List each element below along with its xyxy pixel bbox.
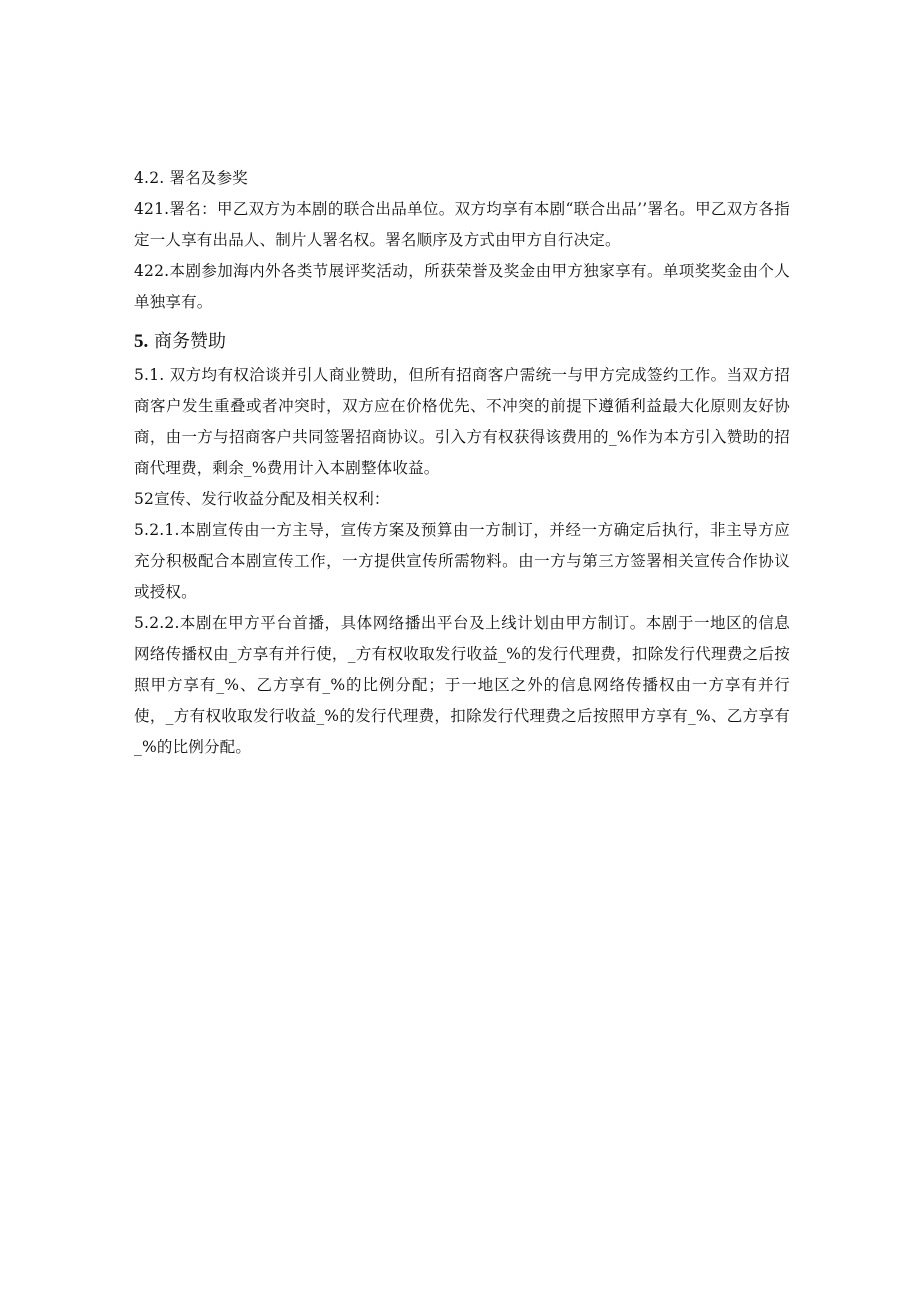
clause-4-2-1: 421.署名：甲乙双方为本剧的联合出品单位。双方均享有本剧“联合出品’’署名。甲乙双方各指定一人享有出品人、制片人署名权。署名顺序及方式由甲方自行决定。 xyxy=(134,200,790,249)
clause-5-2-2: 5.2.2.本剧在甲方平台首播，具体网络播出平台及上线计划由甲方制订。本剧于一地区的信息网络传播权由_方享有并行使，_方有权收取发行收益_%的发行代理费，扣除发行代理费之后按照甲方享有_%、乙方享有_%的比例分配；于一地区之外的信息网络传播权由一方享有并行使，_方有权收取发行收益_%的发行代理费，扣除发行代理费之后按照甲方享有_%、乙方享有_%的比例分配。 xyxy=(134,614,790,756)
document-body xyxy=(134,163,790,763)
section-title: 商务赞助 xyxy=(148,331,226,352)
section-number: 5. xyxy=(134,331,149,352)
clause-5-2-1: 5.2.1.本剧宣传由一方主导，宣传方案及预算由一方制订，并经一方确定后执行，非主导方应充分积极配合本剧宣传工作，一方提供宣传所需物料。由一方与第三方签署相关宣传合作协议或授权。 xyxy=(134,521,790,601)
section-heading-5 xyxy=(134,326,790,358)
subsection-title-4-2: 4.2. 署名及参奖 xyxy=(134,169,249,187)
subsection-title-5-2: 52宣传、发行收益分配及相关权利： xyxy=(134,490,390,508)
clause-4-2-2: 422.本剧参加海内外各类节展评奖活动，所获荣誉及奖金由甲方独家享有。单项奖奖金由个人单独享有。 xyxy=(134,262,790,311)
clause-5-1: 5.1. 双方均有权洽谈并引人商业赞助，但所有招商客户需统一与甲方完成签约工作。当双方招商客户发生重叠或者冲突时，双方应在价格优先、不冲突的前提下遵循利益最大化原则友好协商，由一方与招商客户共同签署招商协议。引入方有权获得该费用的_%作为本方引入赞助的招商代理费，剩余_%费用计入本剧整体收益。 xyxy=(134,366,790,477)
